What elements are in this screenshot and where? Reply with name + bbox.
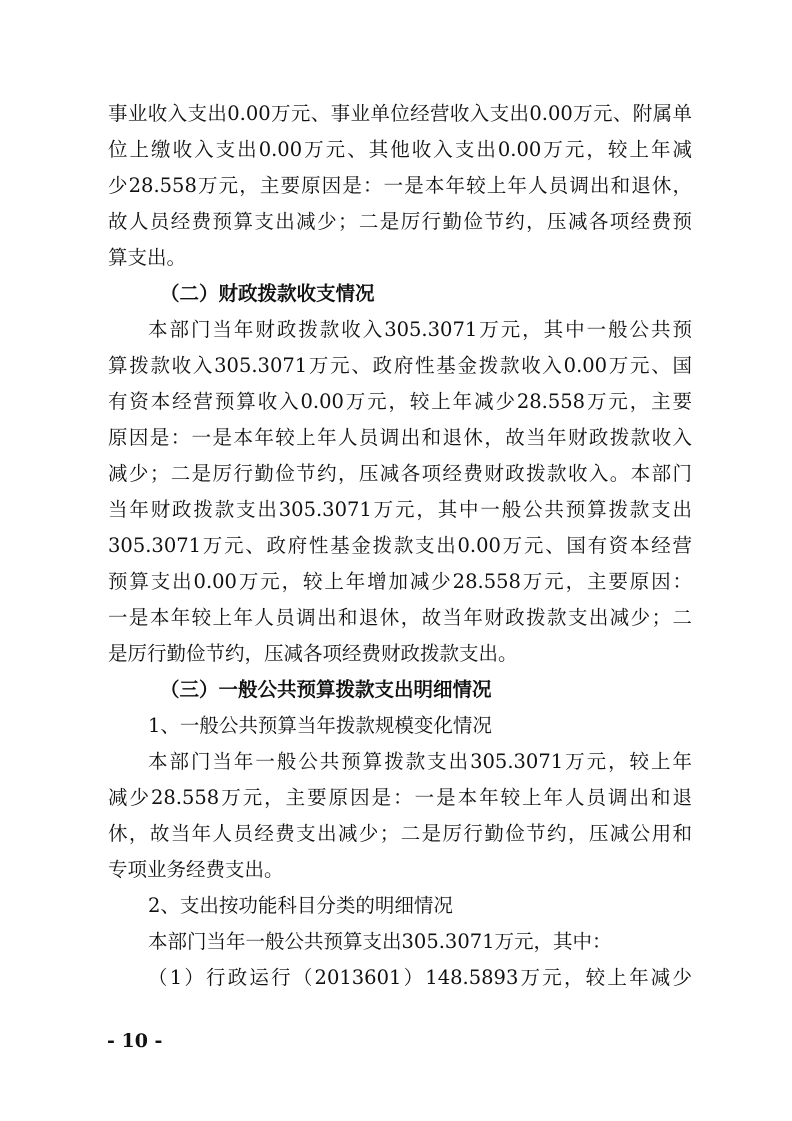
paragraph-line: 有资本经营预算收入0.00万元，较上年减少28.558万元，主要: [108, 390, 692, 413]
document-body: [108, 96, 692, 996]
paragraph-line: 减少；二是厉行勤俭节约，压减各项经费财政拨款收入。本部门: [108, 462, 692, 485]
paragraph-line: 预算支出0.00万元，较上年增加减少28.558万元，主要原因：: [108, 570, 692, 593]
paragraph-line: 算拨款收入305.3071万元、政府性基金拨款收入0.00万元、国: [108, 354, 692, 377]
paragraph-line: 位上缴收入支出0.00万元、其他收入支出0.00万元，较上年减: [108, 138, 692, 161]
paragraph-line: 算支出。: [108, 246, 187, 269]
section-heading: （二）财政拨款收支情况: [160, 282, 375, 305]
subsection-heading: 2、支出按功能科目分类的明细情况: [148, 894, 453, 917]
paragraph-line: 是厉行勤俭节约，压减各项经费财政拨款支出。: [108, 642, 518, 665]
paragraph-line: 本部门当年一般公共预算支出305.3071万元，其中：: [148, 930, 612, 953]
section-heading: （三）一般公共预算拨款支出明细情况: [160, 678, 492, 701]
paragraph-line: （1）行政运行（2013601）148.5893万元，较上年减少: [148, 966, 692, 989]
paragraph-line: 305.3071万元、政府性基金拨款支出0.00万元、国有资本经营: [108, 534, 692, 557]
page-number: - 10 -: [107, 1030, 163, 1052]
paragraph-line: 减少28.558万元，主要原因是：一是本年较上年人员调出和退: [108, 786, 692, 809]
paragraph-line: 休，故当年人员经费支出减少；二是厉行勤俭节约，压减公用和: [108, 822, 692, 845]
paragraph-line: 一是本年较上年人员调出和退休，故当年财政拨款支出减少；二: [108, 606, 692, 629]
paragraph-line: 故人员经费预算支出减少；二是厉行勤俭节约，压减各项经费预: [108, 210, 692, 233]
subsection-heading: 1、一般公共预算当年拨款规模变化情况: [148, 714, 492, 737]
paragraph-line: 本部门当年一般公共预算拨款支出305.3071万元，较上年: [148, 750, 692, 773]
paragraph-line: 事业收入支出0.00万元、事业单位经营收入支出0.00万元、附属单: [108, 102, 692, 125]
paragraph-line: 专项业务经费支出。: [108, 858, 284, 881]
paragraph-line: 本部门当年财政拨款收入305.3071万元，其中一般公共预: [148, 318, 692, 341]
paragraph-line: 当年财政拨款支出305.3071万元，其中一般公共预算拨款支出: [108, 498, 692, 521]
paragraph-line: 少28.558万元，主要原因是：一是本年较上年人员调出和退休，: [108, 174, 692, 197]
paragraph-line: 原因是：一是本年较上年人员调出和退休，故当年财政拨款收入: [108, 426, 692, 449]
